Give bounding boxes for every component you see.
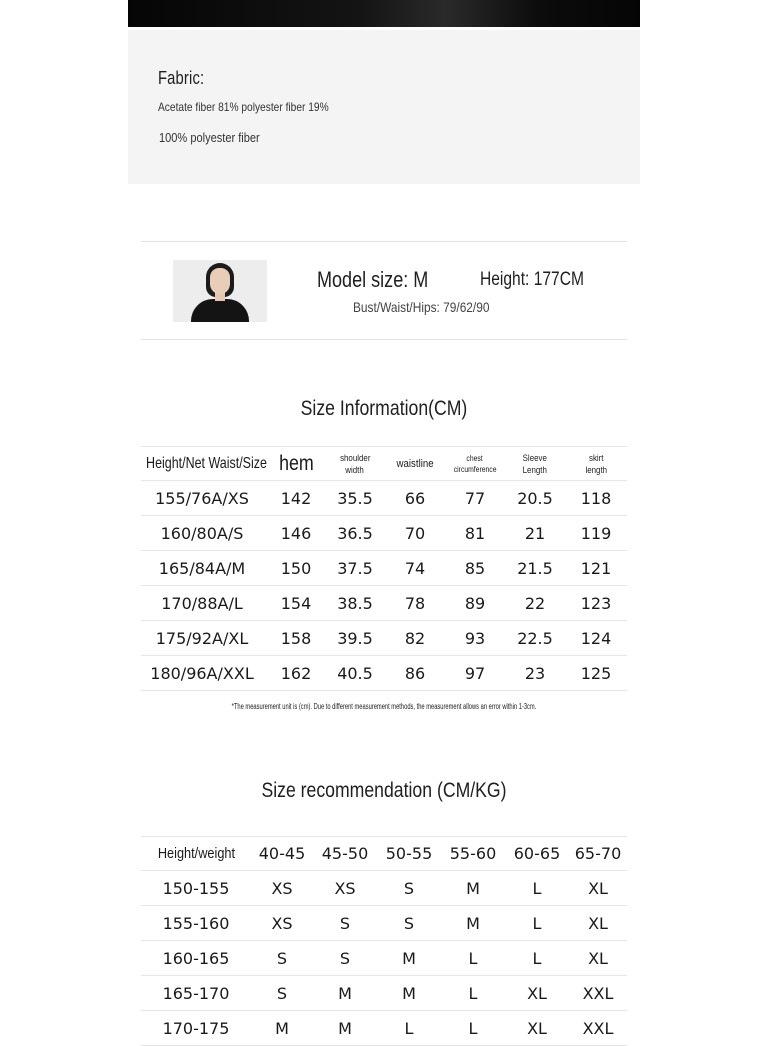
recommended-size-cell: M <box>338 1018 352 1038</box>
size-label-cell: 155/76A/XS <box>155 488 249 508</box>
recommended-size-cell: XXL <box>582 983 614 1003</box>
recommended-size-cell: S <box>276 948 288 968</box>
table-row <box>141 481 627 516</box>
measurement-cell: 81 <box>464 523 486 543</box>
measurement-cell: 121 <box>580 558 612 578</box>
recommended-size-cell: L <box>532 878 542 898</box>
height-range-cell: 165-170 <box>162 983 230 1003</box>
size-label-cell: 175/92A/XL <box>155 628 249 648</box>
table-row <box>141 906 627 941</box>
measurement-cell: 66 <box>404 488 426 508</box>
size-recommendation-table <box>141 836 627 1046</box>
measurement-cell: 77 <box>464 488 486 508</box>
recommendation-title: Size recommendation (CM/KG) <box>261 779 507 802</box>
recommended-size-cell: L <box>404 1018 414 1038</box>
recommended-size-cell: L <box>532 913 542 933</box>
recommended-size-cell: M <box>338 983 352 1003</box>
header-cell <box>566 447 626 480</box>
measurement-cell: 146 <box>280 523 312 543</box>
weight-header-cell: 60-65 <box>513 844 561 863</box>
table-row <box>141 1011 627 1046</box>
fabric-title: Fabric: <box>158 68 205 88</box>
weight-header-cell: 65-70 <box>574 844 622 863</box>
measurement-cell: 154 <box>280 593 312 613</box>
measurement-cell: 119 <box>580 523 612 543</box>
measurement-cell: 97 <box>464 663 486 683</box>
recommended-size-cell: XL <box>588 948 608 968</box>
model-measurements: Bust/Waist/Hips: 79/62/90 <box>353 299 490 315</box>
weight-header-cell: 40-45 <box>258 844 306 863</box>
measurement-cell: 150 <box>280 558 312 578</box>
weight-header-cell: 50-55 <box>385 844 433 863</box>
measurement-cell: 78 <box>404 593 426 613</box>
table-row <box>141 586 627 621</box>
measurement-cell: 38.5 <box>337 593 373 613</box>
header-cell <box>141 447 271 480</box>
table-row <box>141 656 627 691</box>
divider <box>141 339 627 340</box>
table-header-row <box>141 446 627 481</box>
model-height: Height: 177CM <box>480 269 584 290</box>
model-top <box>191 299 249 322</box>
recommended-size-cell: S <box>339 948 351 968</box>
recommended-size-cell: L <box>468 1018 478 1038</box>
recommended-size-cell: XL <box>527 983 547 1003</box>
weight-header-cell: 45-50 <box>321 844 369 863</box>
measurement-cell: 162 <box>280 663 312 683</box>
header-shoulder-2: width <box>345 464 365 475</box>
header-cell <box>385 447 445 480</box>
height-range-cell: 150-155 <box>162 878 230 898</box>
measurement-cell: 40.5 <box>337 663 373 683</box>
measurement-cell: 124 <box>580 628 612 648</box>
measurement-cell: 86 <box>404 663 426 683</box>
measurement-cell: 89 <box>464 593 486 613</box>
height-range-cell: 160-165 <box>162 948 230 968</box>
recommended-size-cell: XL <box>527 1018 547 1038</box>
measurement-cell: 36.5 <box>337 523 373 543</box>
table-row <box>141 871 627 906</box>
measurement-cell: 70 <box>404 523 426 543</box>
product-photo <box>128 0 640 27</box>
measurement-cell: 74 <box>404 558 426 578</box>
measurement-cell: 85 <box>464 558 486 578</box>
measurement-cell: 21.5 <box>517 558 553 578</box>
header-cell <box>141 837 251 870</box>
recommended-size-cell: XL <box>588 913 608 933</box>
header-skirt: skirt <box>588 452 604 463</box>
height-range-cell: 170-175 <box>162 1018 230 1038</box>
measurement-cell: 125 <box>580 663 612 683</box>
header-cell <box>505 447 565 480</box>
measurement-cell: 142 <box>280 488 312 508</box>
lining-composition: 100% polyester fiber <box>159 130 260 145</box>
model-face <box>210 268 230 294</box>
recommended-size-cell: S <box>339 913 351 933</box>
recommended-size-cell: L <box>468 983 478 1003</box>
recommended-size-cell: S <box>276 983 288 1003</box>
size-label-cell: 180/96A/XXL <box>150 663 254 683</box>
measurement-cell: 123 <box>580 593 612 613</box>
fabric-panel <box>128 30 640 184</box>
table-row <box>141 621 627 656</box>
header-cell <box>325 447 385 480</box>
table-row <box>141 551 627 586</box>
table-row <box>141 941 627 976</box>
measurement-cell: 37.5 <box>337 558 373 578</box>
model-photo <box>173 260 267 322</box>
measurement-cell: 82 <box>404 628 426 648</box>
divider <box>141 241 627 242</box>
recommended-size-cell: XS <box>271 878 293 898</box>
recommended-size-cell: XS <box>271 913 293 933</box>
header-skirt-2: length <box>585 464 607 475</box>
size-label-cell: 165/84A/M <box>158 558 246 578</box>
measurement-cell: 23 <box>524 663 546 683</box>
recommended-size-cell: M <box>466 878 480 898</box>
measurement-cell: 35.5 <box>337 488 373 508</box>
model-size: Model size: M <box>317 267 429 292</box>
header-hem: hem <box>278 451 314 475</box>
header-size: Height/Net Waist/Size <box>145 454 267 472</box>
header-chest-2: circumference <box>453 464 497 474</box>
table-row <box>141 976 627 1011</box>
table-header-row <box>141 836 627 871</box>
recommended-size-cell: XL <box>588 878 608 898</box>
measurement-footnote: *The measurement unit is (cm). Due to different measurement methods, the measurement allows an error within 1-3cm. <box>231 702 537 711</box>
header-chest: chest <box>466 453 484 463</box>
measurement-cell: 22.5 <box>517 628 553 648</box>
header-cell <box>266 447 326 480</box>
recommended-size-cell: L <box>532 948 542 968</box>
measurement-cell: 39.5 <box>337 628 373 648</box>
size-label-cell: 170/88A/L <box>161 593 243 613</box>
recommended-size-cell: S <box>403 913 415 933</box>
recommended-size-cell: M <box>402 948 416 968</box>
size-info-title: Size Information(CM) <box>300 397 468 420</box>
height-range-cell: 155-160 <box>162 913 230 933</box>
measurement-cell: 158 <box>280 628 312 648</box>
measurement-cell: 20.5 <box>517 488 553 508</box>
measurement-cell: 21 <box>524 523 546 543</box>
size-label-cell: 160/80A/S <box>160 523 244 543</box>
measurement-cell: 93 <box>464 628 486 648</box>
weight-header-cell: 55-60 <box>449 844 497 863</box>
recommended-size-cell: M <box>275 1018 289 1038</box>
size-info-table <box>141 446 627 691</box>
header-cell <box>445 447 505 480</box>
recommended-size-cell: XS <box>334 878 356 898</box>
header-shoulder: shoulder <box>339 452 371 463</box>
measurement-cell: 118 <box>580 488 612 508</box>
recommended-size-cell: S <box>403 878 415 898</box>
fabric-composition: Acetate fiber 81% polyester fiber 19% <box>158 100 329 114</box>
recommended-size-cell: L <box>468 948 478 968</box>
table-row <box>141 516 627 551</box>
header-waistline: waistline <box>396 457 434 470</box>
header-height-weight: Height/weight <box>157 845 235 862</box>
header-sleeve: Sleeve <box>522 452 548 463</box>
recommended-size-cell: M <box>466 913 480 933</box>
measurement-cell: 22 <box>524 593 546 613</box>
header-sleeve-2: Length <box>522 464 548 475</box>
recommended-size-cell: XXL <box>582 1018 614 1038</box>
recommended-size-cell: M <box>402 983 416 1003</box>
